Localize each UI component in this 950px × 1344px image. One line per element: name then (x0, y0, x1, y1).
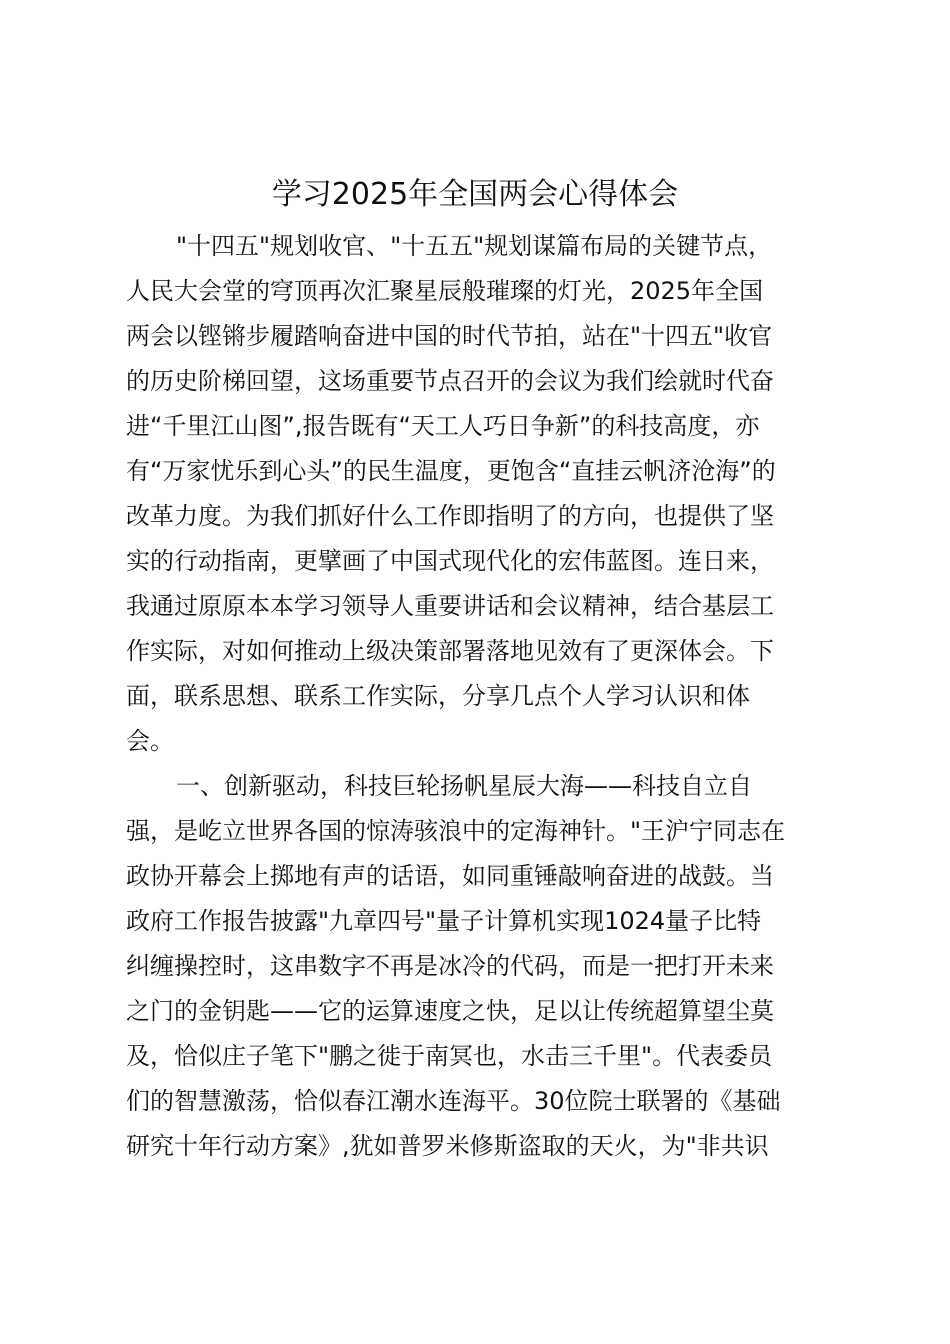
paragraph-line: 实的行动指南，更擘画了中国式现代化的宏伟蓝图。连日来， (126, 547, 774, 575)
paragraph-line: 两会以铿锵步履踏响奋进中国的时代节拍，站在"十四五"收官 (126, 322, 773, 350)
paragraph-line: 政府工作报告披露"九章四号"量子计算机实现1024量子比特 (126, 907, 762, 935)
paragraph-line: 进“千里江山图”,报告既有“天工人巧日争新”的科技高度，亦 (126, 412, 760, 440)
paragraph-section-one (126, 764, 831, 1169)
paragraph-line: 面，联系思想、联系工作实际，分享几点个人学习认识和体 (126, 682, 750, 710)
paragraph-line: 强，是屹立世界各国的惊涛骇浪中的定海神针。"王沪宁同志在 (126, 817, 786, 845)
paragraph-line: 作实际，对如何推动上级决策部署落地见效有了更深体会。下 (126, 637, 774, 665)
paragraph-line: 政协开幕会上掷地有声的话语，如同重锤敲响奋进的战鼓。当 (126, 862, 774, 890)
paragraph-line: 人民大会堂的穹顶再次汇聚星辰般璀璨的灯光，2025年全国 (126, 277, 764, 305)
paragraph-line: 们的智慧激荡，恰似春江潮水连海平。30位院士联署的《基础 (126, 1087, 781, 1115)
paragraph-line: 我通过原原本本学习领导人重要讲话和会议精神，结合基层工 (126, 592, 774, 620)
paragraph-intro (126, 224, 831, 764)
paragraph-line: 研究十年行动方案》,犹如普罗米修斯盗取的天火，为"非共识 (126, 1132, 769, 1160)
paragraph-line: 一、创新驱动，科技巨轮扬帆星辰大海——科技自立自 (176, 772, 752, 800)
document-body (126, 224, 831, 1169)
paragraph-line: 会。 (126, 727, 174, 755)
paragraph-line: 及，恰似庄子笔下"鹏之徙于南冥也，水击三千里"。代表委员 (126, 1042, 773, 1070)
paragraph-line: 的历史阶梯回望，这场重要节点召开的会议为我们绘就时代奋 (126, 367, 774, 395)
document-title: 学习2025年全国两会心得体会 (271, 177, 679, 212)
paragraph-line: 纠缠操控时，这串数字不再是冰冷的代码，而是一把打开未来 (126, 952, 774, 980)
paragraph-line: "十四五"规划收官、"十五五"规划谋篇布局的关键节点， (176, 232, 773, 260)
paragraph-line: 之门的金钥匙——它的运算速度之快，足以让传统超算望尘莫 (126, 997, 774, 1025)
paragraph-line: 改革力度。为我们抓好什么工作即指明了的方向，也提供了坚 (126, 502, 774, 530)
paragraph-line: 有“万家忧乐到心头”的民生温度，更饱含“直挂云帆济沧海”的 (126, 457, 776, 485)
